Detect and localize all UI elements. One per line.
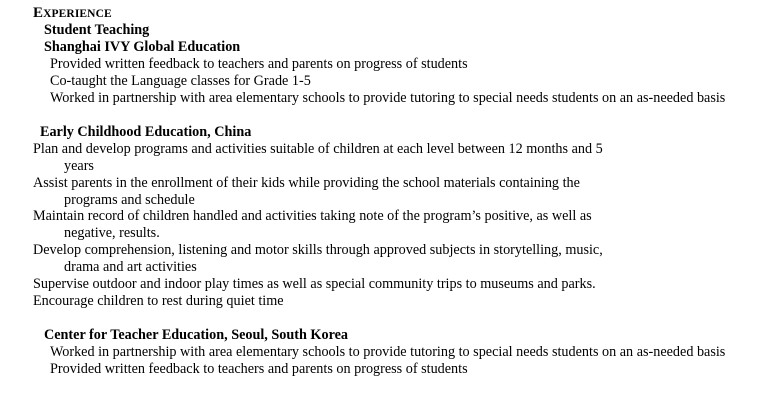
duty-item-continuation: years (64, 158, 94, 174)
section-heading-rest: XPERIENCE (43, 8, 112, 20)
job-title-student-teaching: Student Teaching (44, 22, 150, 38)
duty-item-continuation: drama and art activities (64, 259, 197, 275)
duty-item: Supervise outdoor and indoor play times as well as special community trips to museums and parks. (33, 276, 596, 292)
duty-item: Provided written feedback to teachers and parents on progress of students (50, 361, 468, 377)
duty-item: Worked in partnership with area elementary schools to provide tutoring to special needs students on an as-needed basis (50, 344, 726, 360)
duty-item: Worked in partnership with area elementary schools to provide tutoring to special needs students on an as-needed basis (50, 90, 726, 106)
duty-item: Co-taught the Language classes for Grade 1-5 (50, 73, 311, 89)
section-heading-initial: E (33, 5, 44, 21)
duty-item-continuation: negative, results. (64, 225, 160, 241)
duty-item: Assist parents in the enrollment of their kids while providing the school materials containing the (33, 175, 580, 191)
employer-shanghai-ivy: Shanghai IVY Global Education (44, 39, 241, 55)
duty-item: Plan and develop programs and activities suitable of children at each level between 12 months and 5 (33, 141, 603, 157)
duty-item: Develop comprehension, listening and motor skills through approved subjects in storytelling, music, (33, 242, 603, 258)
duty-item: Encourage children to rest during quiet time (33, 293, 284, 309)
duty-item: Maintain record of children handled and activities taking note of the program’s positive, as well as (33, 208, 592, 224)
duty-item: Provided written feedback to teachers and parents on progress of students (50, 56, 468, 72)
employer-center-teacher-education-seoul: Center for Teacher Education, Seoul, South Korea (44, 327, 348, 343)
employer-early-childhood-china: Early Childhood Education, China (40, 124, 252, 140)
duty-item-continuation: programs and schedule (64, 192, 195, 208)
section-heading-experience (33, 5, 112, 23)
